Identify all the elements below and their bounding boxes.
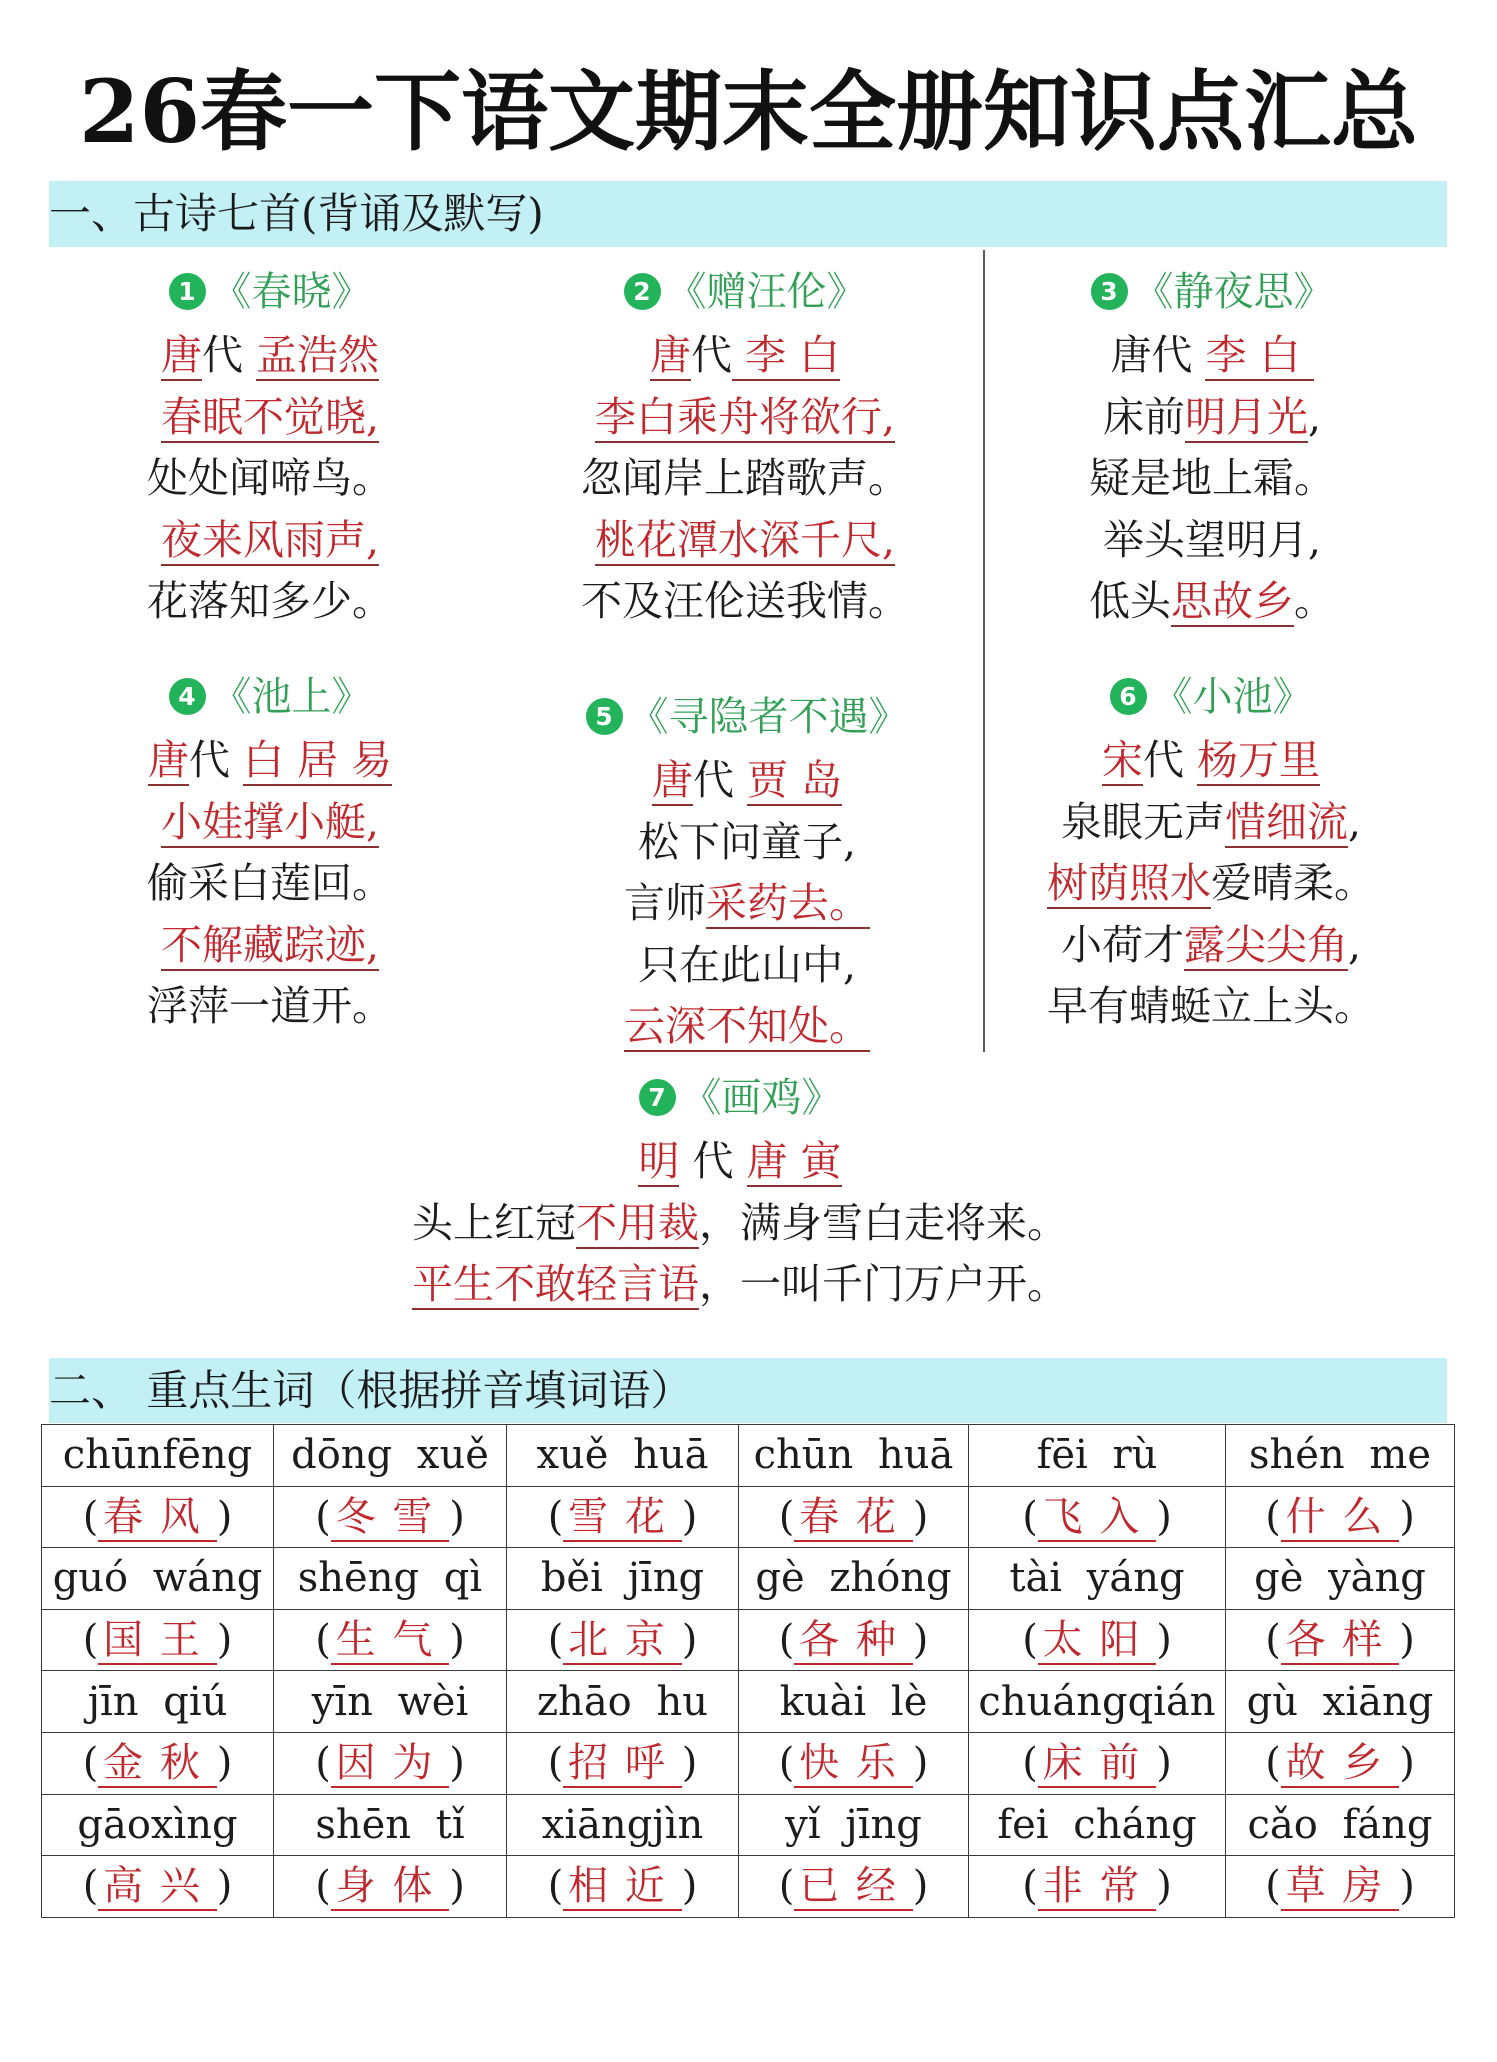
pinyin-row [42, 1425, 1455, 1487]
answer-cell [739, 1732, 969, 1794]
answer-cell [1226, 1732, 1455, 1794]
answer-text: 唐 [651, 756, 693, 804]
pinyin-cell: běi jīng [507, 1548, 739, 1610]
pinyin-cell: yǐ jīng [739, 1794, 969, 1856]
answer-word: 什么 [1281, 1494, 1399, 1542]
pinyin-cell: gè zhóng [739, 1548, 969, 1610]
poem-text: 处处闻啼鸟。 [147, 454, 393, 502]
column-divider [983, 250, 985, 1052]
answer-text: 唐 [147, 736, 189, 784]
bracket-open: ( [1022, 1740, 1038, 1787]
answer-word: 各样 [1281, 1617, 1399, 1665]
poem-line [50, 792, 490, 854]
poem-heading [50, 664, 490, 730]
answer-row [42, 1486, 1455, 1548]
poem-line [50, 448, 490, 510]
pinyin-cell: shén me [1226, 1425, 1455, 1487]
poem-text: 不及汪伦送我情。 [581, 577, 909, 625]
answer-cell [969, 1856, 1226, 1918]
answer-cell [739, 1486, 969, 1548]
bracket-close: ) [216, 1863, 233, 1910]
bracket-open: ( [547, 1617, 564, 1664]
bracket-close: ) [1156, 1740, 1172, 1787]
poem-author [991, 730, 1431, 792]
number-badge-icon: 4 [169, 678, 206, 715]
answer-row [42, 1732, 1455, 1794]
bracket-open: ( [82, 1617, 99, 1664]
bracket-open: ( [778, 1493, 795, 1540]
answer-cell [1226, 1856, 1455, 1918]
pinyin-cell: jīn qiú [42, 1671, 274, 1733]
poem-line [527, 873, 967, 935]
pinyin-cell: chuángqián [969, 1671, 1226, 1733]
answer-word: 雪花 [563, 1494, 681, 1542]
bracket-open: ( [1265, 1740, 1281, 1787]
poem-text: 忽闻岸上踏歌声。 [581, 454, 909, 502]
pinyin-cell: xiāngjìn [507, 1794, 739, 1856]
answer-word: 因为 [331, 1740, 449, 1788]
answer-word: 北京 [563, 1617, 681, 1665]
bracket-close: ) [216, 1493, 233, 1540]
answer-text: 宋 [1101, 736, 1143, 784]
answer-text: 贾 岛 [747, 756, 843, 804]
poem-4 [50, 664, 490, 1038]
bracket-open: ( [82, 1493, 99, 1540]
answer-text: 不解藏踪迹, [160, 920, 380, 969]
bracket-open: ( [82, 1863, 99, 1910]
answer-cell [274, 1486, 507, 1548]
poem-text: 松下问童子, [637, 817, 857, 866]
poem-text: 代 [692, 756, 747, 804]
number-badge-icon: 3 [1091, 273, 1128, 310]
answer-text: 明月光 [1184, 392, 1308, 441]
answer-cell [1226, 1609, 1455, 1671]
poem-line [992, 510, 1432, 572]
pinyin-row [42, 1671, 1455, 1733]
answer-word: 太阳 [1038, 1617, 1156, 1665]
bracket-open: ( [778, 1740, 795, 1787]
answer-cell [739, 1856, 969, 1918]
poem-text: 代 [690, 331, 732, 379]
poem-text: 言师 [624, 879, 706, 927]
answer-row [42, 1856, 1455, 1918]
answer-text: 李 白 [731, 331, 841, 379]
poem-line [992, 571, 1432, 633]
answer-cell [42, 1856, 274, 1918]
bracket-close: ) [912, 1617, 929, 1664]
poem-line [525, 448, 965, 510]
bracket-close: ) [1399, 1740, 1415, 1787]
answer-word: 金秋 [98, 1740, 216, 1788]
poem-line [50, 853, 490, 915]
vocab-table-body [42, 1425, 1455, 1918]
poem-text: 偷采白莲回。 [147, 859, 393, 907]
poem-author [290, 1131, 1190, 1193]
answer-text: 春眠不觉晓, [160, 392, 380, 441]
answer-text: 唐 [160, 331, 202, 379]
pinyin-cell: chūn huā [739, 1425, 969, 1487]
poem-3 [992, 259, 1432, 633]
poem-author [527, 750, 967, 812]
number-badge-icon: 1 [169, 273, 206, 310]
pinyin-cell: cǎo fáng [1226, 1794, 1455, 1856]
pinyin-cell: gè yàng [1226, 1548, 1455, 1610]
poem-line [991, 792, 1431, 854]
answer-text: 李白乘舟将欲行, [594, 392, 896, 441]
pinyin-cell: shēng qì [274, 1548, 507, 1610]
answer-word: 高兴 [98, 1863, 216, 1911]
answer-text: 夜来风雨声, [160, 515, 380, 564]
answer-cell [969, 1732, 1226, 1794]
bracket-close: ) [681, 1617, 698, 1664]
poem-title: 《静夜思》 [1133, 269, 1334, 315]
answer-word: 招呼 [563, 1740, 681, 1788]
bracket-open: ( [547, 1493, 564, 1540]
bracket-close: ) [1399, 1493, 1415, 1540]
bracket-open: ( [315, 1863, 331, 1910]
poem-text: , [1347, 920, 1362, 969]
answer-word: 冬雪 [331, 1494, 449, 1542]
poem-text: 唐代 [1110, 331, 1206, 379]
answer-text: 小娃撑小艇, [160, 797, 380, 846]
bracket-open: ( [1022, 1863, 1038, 1910]
answer-text: 不用裁 [576, 1198, 699, 1247]
poem-line [527, 996, 967, 1058]
answer-cell [1226, 1486, 1455, 1548]
pinyin-cell: xuě huā [507, 1425, 739, 1487]
answer-cell [42, 1486, 274, 1548]
poem-line [527, 935, 967, 997]
poem-text: 早有蜻蜓立上头。 [1047, 982, 1375, 1030]
poem-text: ，一叫千门万户开。 [699, 1260, 1068, 1308]
bracket-close: ) [1156, 1617, 1172, 1664]
answer-word: 非常 [1038, 1863, 1156, 1911]
answer-word: 春花 [794, 1494, 912, 1542]
bracket-close: ) [1156, 1493, 1172, 1540]
answer-cell [507, 1486, 739, 1548]
bracket-close: ) [216, 1617, 233, 1664]
pinyin-cell: dōng xuě [274, 1425, 507, 1487]
poem-text: 代 [1142, 736, 1198, 784]
poem-author [992, 325, 1432, 387]
pinyin-cell: tài yáng [969, 1548, 1226, 1610]
poem-1 [50, 259, 490, 633]
pinyin-cell: gāoxìng [42, 1794, 274, 1856]
poem-line [525, 387, 965, 449]
answer-word: 生气 [331, 1617, 449, 1665]
bracket-close: ) [449, 1740, 465, 1787]
bracket-open: ( [547, 1740, 564, 1787]
answer-text: 唐 [649, 331, 691, 379]
poem-7 [290, 1065, 1190, 1316]
poem-author [525, 325, 965, 387]
poem-heading [991, 664, 1431, 730]
bracket-open: ( [778, 1617, 795, 1664]
poem-text: 代 [679, 1137, 747, 1185]
poem-title: 《春晓》 [211, 269, 372, 315]
pinyin-cell: kuài lè [739, 1671, 969, 1733]
bracket-open: ( [1265, 1493, 1281, 1540]
bracket-open: ( [1265, 1617, 1281, 1664]
answer-text: 杨万里 [1197, 736, 1321, 784]
section-heading-vocabulary: 二、 重点生词（根据拼音填词语） [49, 1358, 1447, 1423]
bracket-close: ) [912, 1740, 929, 1787]
bracket-close: ) [681, 1740, 698, 1787]
answer-cell [274, 1609, 507, 1671]
answer-cell [507, 1732, 739, 1794]
bracket-open: ( [1265, 1863, 1281, 1910]
poem-heading [50, 259, 490, 325]
bracket-open: ( [315, 1617, 331, 1664]
bracket-close: ) [912, 1863, 929, 1910]
answer-word: 身体 [331, 1863, 449, 1911]
answer-cell [274, 1856, 507, 1918]
poem-text: 代 [201, 331, 257, 379]
bracket-open: ( [778, 1863, 795, 1910]
poem-heading [992, 259, 1432, 325]
pinyin-cell: fēi rù [969, 1425, 1226, 1487]
poem-text: 低头 [1089, 577, 1171, 625]
answer-cell [42, 1732, 274, 1794]
poem-text: 头上红冠 [412, 1198, 576, 1247]
answer-text: 惜细流 [1224, 797, 1348, 846]
answer-text: 桃花潭水深千尺, [594, 515, 896, 564]
answer-text: 思故乡 [1171, 577, 1294, 625]
answer-cell [969, 1609, 1226, 1671]
poem-line [50, 510, 490, 572]
poem-author [50, 325, 490, 387]
answer-word: 已经 [794, 1863, 912, 1911]
poem-line [50, 915, 490, 977]
answer-text: 云深不知处。 [624, 1002, 870, 1050]
answer-text: 孟浩然 [256, 331, 380, 379]
poem-text: , [1307, 392, 1322, 441]
poem-line [50, 976, 490, 1038]
poem-line [50, 387, 490, 449]
poem-text: 床前 [1102, 392, 1185, 441]
poem-6 [991, 664, 1431, 1038]
answer-text: 露尖尖角 [1183, 920, 1348, 969]
answer-text: 树荫照水 [1047, 859, 1211, 907]
poem-title: 《池上》 [211, 674, 372, 720]
section-heading-poems: 一、古诗七首(背诵及默写) [49, 181, 1447, 247]
poem-line [991, 853, 1431, 915]
pinyin-row [42, 1794, 1455, 1856]
bracket-close: ) [681, 1863, 698, 1910]
answer-word: 国王 [98, 1617, 216, 1665]
poem-line [991, 915, 1431, 977]
number-badge-icon: 6 [1110, 678, 1147, 715]
bracket-close: ) [912, 1493, 929, 1540]
bracket-close: ) [216, 1740, 233, 1787]
answer-word: 相近 [563, 1863, 681, 1911]
poem-text: 。 [1294, 577, 1335, 625]
poem-line [290, 1254, 1190, 1316]
bracket-open: ( [1022, 1617, 1038, 1664]
answer-cell [507, 1609, 739, 1671]
bracket-open: ( [315, 1740, 331, 1787]
number-badge-icon: 5 [586, 698, 623, 735]
bracket-close: ) [449, 1863, 465, 1910]
poem-author [50, 730, 490, 792]
bracket-close: ) [449, 1493, 465, 1540]
poem-text: ，满身雪白走将来。 [699, 1198, 1068, 1247]
answer-word: 故乡 [1281, 1740, 1399, 1788]
answer-text: 采药去。 [706, 879, 870, 927]
bracket-close: ) [1399, 1617, 1415, 1664]
poem-title: 《画鸡》 [681, 1075, 842, 1121]
poem-heading [527, 684, 967, 750]
number-badge-icon: 2 [624, 273, 661, 310]
answer-text: 白 居 易 [242, 736, 393, 784]
poem-line [290, 1193, 1190, 1255]
poem-text: 小荷才 [1060, 920, 1184, 969]
answer-text: 唐 寅 [746, 1137, 842, 1185]
answer-word: 春风 [98, 1494, 216, 1542]
poem-title: 《小池》 [1152, 674, 1313, 720]
answer-word: 飞入 [1038, 1494, 1156, 1542]
poem-title: 《寻隐者不遇》 [628, 694, 909, 740]
bracket-close: ) [449, 1617, 465, 1664]
answer-word: 各种 [794, 1617, 912, 1665]
answer-cell [507, 1856, 739, 1918]
answer-row [42, 1609, 1455, 1671]
number-badge-icon: 7 [639, 1079, 676, 1116]
poem-text: , [1347, 797, 1362, 846]
answer-word: 草房 [1281, 1863, 1399, 1911]
poem-line [992, 387, 1432, 449]
bracket-open: ( [547, 1863, 564, 1910]
bracket-close: ) [681, 1493, 698, 1540]
poem-text: 举头望明月, [1102, 515, 1322, 564]
poem-line [525, 571, 965, 633]
poem-line [991, 976, 1431, 1038]
pinyin-cell: shēn tǐ [274, 1794, 507, 1856]
answer-text: 平生不敢轻言语 [412, 1260, 699, 1308]
answer-cell [42, 1609, 274, 1671]
poem-line [525, 510, 965, 572]
pinyin-cell: guó wáng [42, 1548, 274, 1610]
poem-text: 花落知多少。 [147, 577, 393, 625]
poem-text: 代 [188, 736, 243, 784]
pinyin-cell: zhāo hu [507, 1671, 739, 1733]
poem-line [992, 448, 1432, 510]
poem-text: 浮萍一道开。 [147, 982, 393, 1030]
pinyin-cell: yīn wèi [274, 1671, 507, 1733]
answer-text: 明 [638, 1137, 680, 1185]
poem-line [50, 571, 490, 633]
pinyin-cell: gù xiāng [1226, 1671, 1455, 1733]
pinyin-row [42, 1548, 1455, 1610]
answer-word: 床前 [1038, 1740, 1156, 1788]
poem-heading [290, 1065, 1190, 1131]
poem-text: 泉眼无声 [1060, 797, 1225, 846]
poem-text: 只在此山中, [637, 940, 857, 989]
answer-cell [969, 1486, 1226, 1548]
answer-text: 李 白 [1205, 331, 1314, 379]
bracket-open: ( [1022, 1493, 1038, 1540]
bracket-open: ( [82, 1740, 99, 1787]
poem-text: 疑是地上霜。 [1089, 454, 1335, 502]
poem-text: 爱晴柔。 [1211, 859, 1375, 907]
answer-cell [274, 1732, 507, 1794]
poem-line [527, 812, 967, 874]
bracket-close: ) [1399, 1863, 1415, 1910]
poem-heading [525, 259, 965, 325]
bracket-open: ( [315, 1493, 331, 1540]
pinyin-cell: chūnfēng [42, 1425, 274, 1487]
pinyin-cell: fei cháng [969, 1794, 1226, 1856]
bracket-close: ) [1156, 1863, 1172, 1910]
answer-word: 快乐 [794, 1740, 912, 1788]
poem-title: 《赠汪伦》 [666, 269, 867, 315]
page-title: 26春一下语文期末全册知识点汇总 [78, 60, 1419, 163]
poem-2 [525, 259, 965, 633]
vocabulary-table [41, 1424, 1455, 1918]
answer-cell [739, 1609, 969, 1671]
poem-5 [527, 684, 967, 1058]
